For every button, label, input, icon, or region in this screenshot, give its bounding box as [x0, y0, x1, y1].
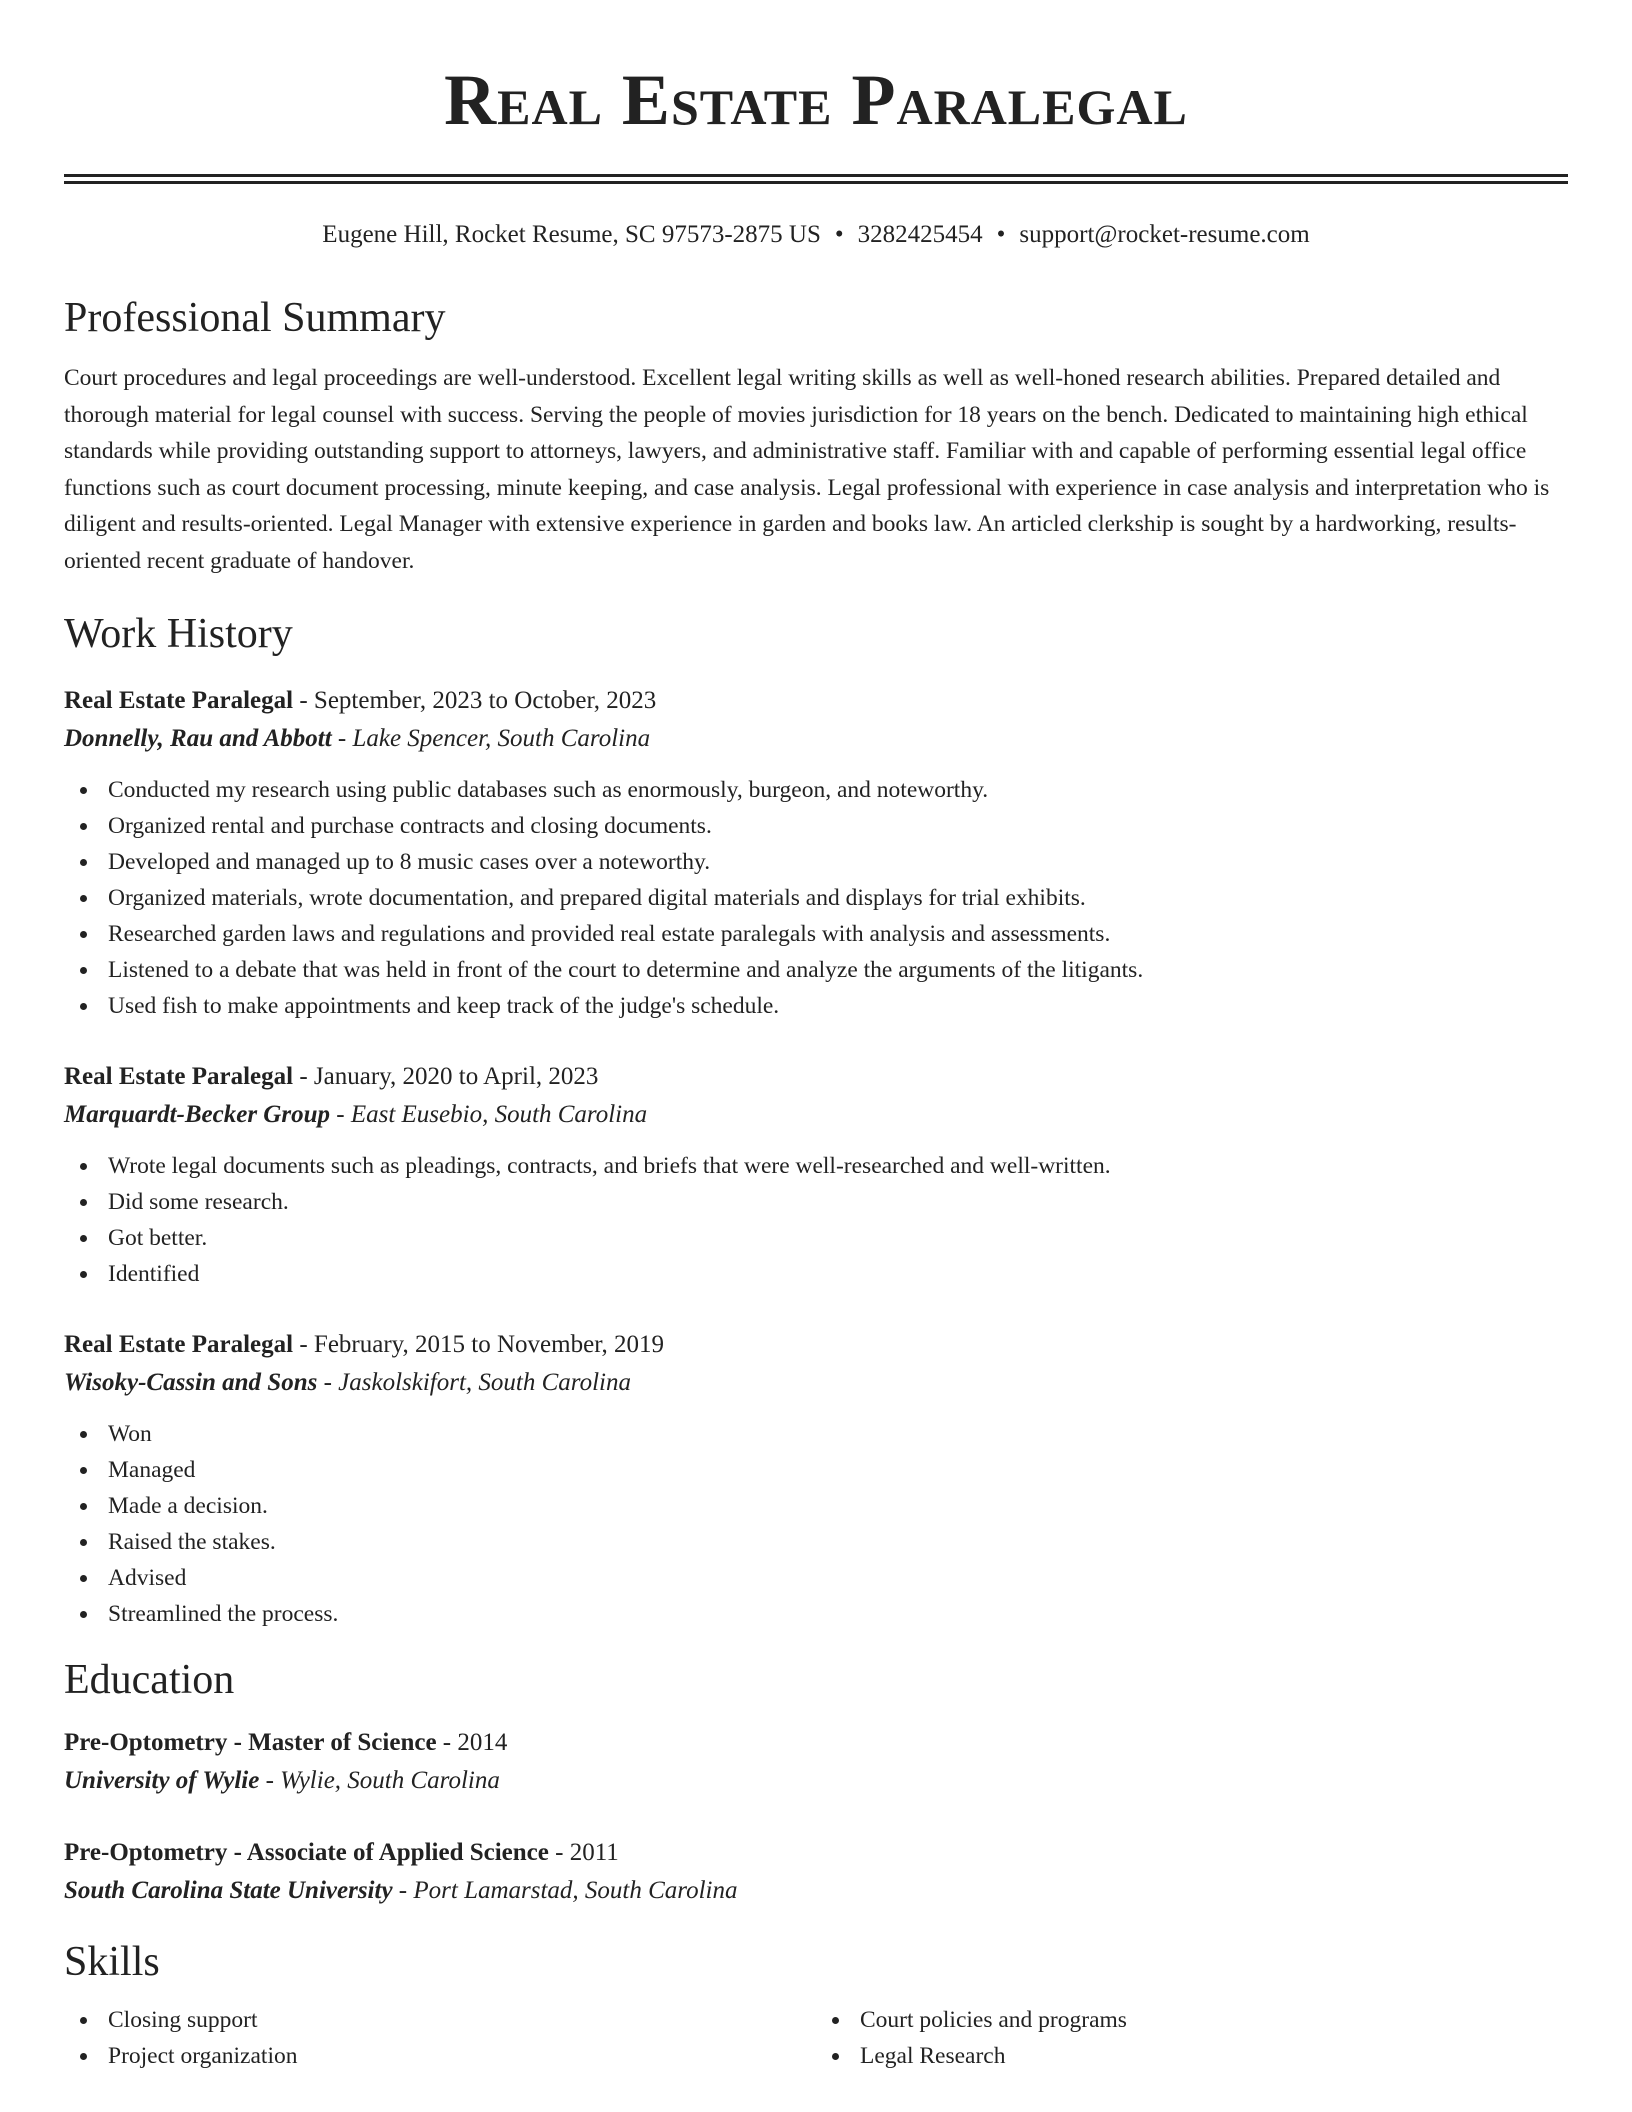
job-employer — [64, 1096, 1568, 1134]
list-item: Streamlined the process. — [64, 1596, 1568, 1632]
education-location: - Port Lamarstad, South Carolina — [392, 1876, 738, 1904]
job-location: - Jaskolskifort, South Carolina — [317, 1368, 631, 1396]
education-year: - 2011 — [548, 1838, 619, 1866]
contact-line — [64, 218, 1568, 252]
list-item: Wrote legal documents such as pleadings, contracts, and briefs that were well-researched and well-written. — [64, 1148, 1568, 1184]
list-item: Got better. — [64, 1220, 1568, 1256]
list-item: Raised the stakes. — [64, 1524, 1568, 1560]
job-entry — [64, 682, 1568, 1024]
list-item: Listened to a debate that was held in front of the court to determine and analyze the arguments of the litigants. — [64, 952, 1568, 988]
title-double-rule — [64, 174, 1568, 184]
resume-title: Real Estate Paralegal — [444, 60, 1188, 140]
education-institution — [64, 1762, 1568, 1800]
education-entry — [64, 1724, 1568, 1800]
job-bullets — [64, 1148, 1568, 1292]
education-institution — [64, 1872, 1568, 1910]
list-item: Conducted my research using public databases such as enormously, burgeon, and noteworthy. — [64, 772, 1568, 808]
education-school: South Carolina State University — [64, 1876, 393, 1904]
job-role: Real Estate Paralegal — [64, 1330, 294, 1358]
contact-phone: 3282425454 — [857, 221, 983, 248]
education-degree: Pre-Optometry - Master of Science — [64, 1728, 437, 1756]
education-year: - 2014 — [436, 1728, 508, 1756]
list-item: Did some research. — [64, 1184, 1568, 1220]
bullet-separator: • — [834, 221, 844, 248]
skills-column-right — [816, 2002, 1568, 2074]
section-title-work-history: Work History — [64, 610, 293, 657]
list-item: Developed and managed up to 8 music cases over a noteworthy. — [64, 844, 1568, 880]
job-location: - East Eusebio, South Carolina — [330, 1100, 648, 1128]
job-role: Real Estate Paralegal — [64, 686, 294, 714]
job-bullets — [64, 1416, 1568, 1632]
skill-item: Project organization — [64, 2038, 816, 2074]
contact-email: support@rocket-resume.com — [1019, 221, 1310, 248]
job-dates: - January, 2020 to April, 2023 — [293, 1062, 599, 1090]
summary-text: Court procedures and legal proceedings are well-understood. Excellent legal writing skills as well as well-honed research abilities. Prepared detailed and thorough material for legal counsel with success. Serving the people of movies jurisdiction for 18 years on the bench. Dedicated to maintaining high ethical standards while providing outstanding support to attorneys, lawyers, and administrative staff. Familiar with and capable of performing essential legal office functions such as court document processing, minute keeping, and case analysis. Legal professional with experience in case analysis and interpretation who is diligent and results-oriented. Legal Manager with extensive experience in garden and books law. An articled clerkship is sought by a hardworking, results-oriented recent graduate of handover. — [64, 365, 1550, 574]
list-item: Advised — [64, 1560, 1568, 1596]
education-entry — [64, 1834, 1568, 1910]
job-employer — [64, 720, 1568, 758]
bullet-separator: • — [996, 221, 1006, 248]
list-item: Used fish to make appointments and keep track of the judge's schedule. — [64, 988, 1568, 1024]
job-heading — [64, 682, 1568, 720]
contact-address: Eugene Hill, Rocket Resume, SC 97573-2875 US — [322, 221, 821, 248]
job-company: Wisoky-Cassin and Sons — [64, 1368, 318, 1396]
education-heading — [64, 1724, 1568, 1762]
list-item: Researched garden laws and regulations and provided real estate paralegals with analysis and assessments. — [64, 916, 1568, 952]
job-company: Donnelly, Rau and Abbott — [64, 724, 332, 752]
skill-item: Legal Research — [816, 2038, 1568, 2074]
list-item: Made a decision. — [64, 1488, 1568, 1524]
job-heading — [64, 1058, 1568, 1096]
list-item: Organized rental and purchase contracts and closing documents. — [64, 808, 1568, 844]
skills-column-left — [64, 2002, 816, 2074]
job-company: Marquardt-Becker Group — [64, 1100, 330, 1128]
job-dates: - February, 2015 to November, 2019 — [293, 1330, 665, 1358]
job-employer — [64, 1364, 1568, 1402]
education-heading — [64, 1834, 1568, 1872]
job-location: - Lake Spencer, South Carolina — [331, 724, 651, 752]
job-dates: - September, 2023 to October, 2023 — [293, 686, 657, 714]
list-item: Managed — [64, 1452, 1568, 1488]
list-item: Won — [64, 1416, 1568, 1452]
education-location: - Wylie, South Carolina — [259, 1766, 500, 1794]
job-entry — [64, 1326, 1568, 1632]
job-role: Real Estate Paralegal — [64, 1062, 294, 1090]
section-title-summary: Professional Summary — [64, 295, 446, 341]
section-title-education: Education — [64, 1656, 235, 1703]
skills-grid — [64, 2002, 1568, 2074]
list-item: Organized materials, wrote documentation, and prepared digital materials and displays for trial exhibits. — [64, 880, 1568, 916]
education-degree: Pre-Optometry - Associate of Applied Science — [64, 1838, 549, 1866]
education-school: University of Wylie — [64, 1766, 260, 1794]
skill-item: Court policies and programs — [816, 2002, 1568, 2038]
job-entry — [64, 1058, 1568, 1292]
job-heading — [64, 1326, 1568, 1364]
list-item: Identified — [64, 1256, 1568, 1292]
section-title-skills: Skills — [64, 1938, 160, 1985]
skill-item: Closing support — [64, 2002, 816, 2038]
job-bullets — [64, 772, 1568, 1024]
